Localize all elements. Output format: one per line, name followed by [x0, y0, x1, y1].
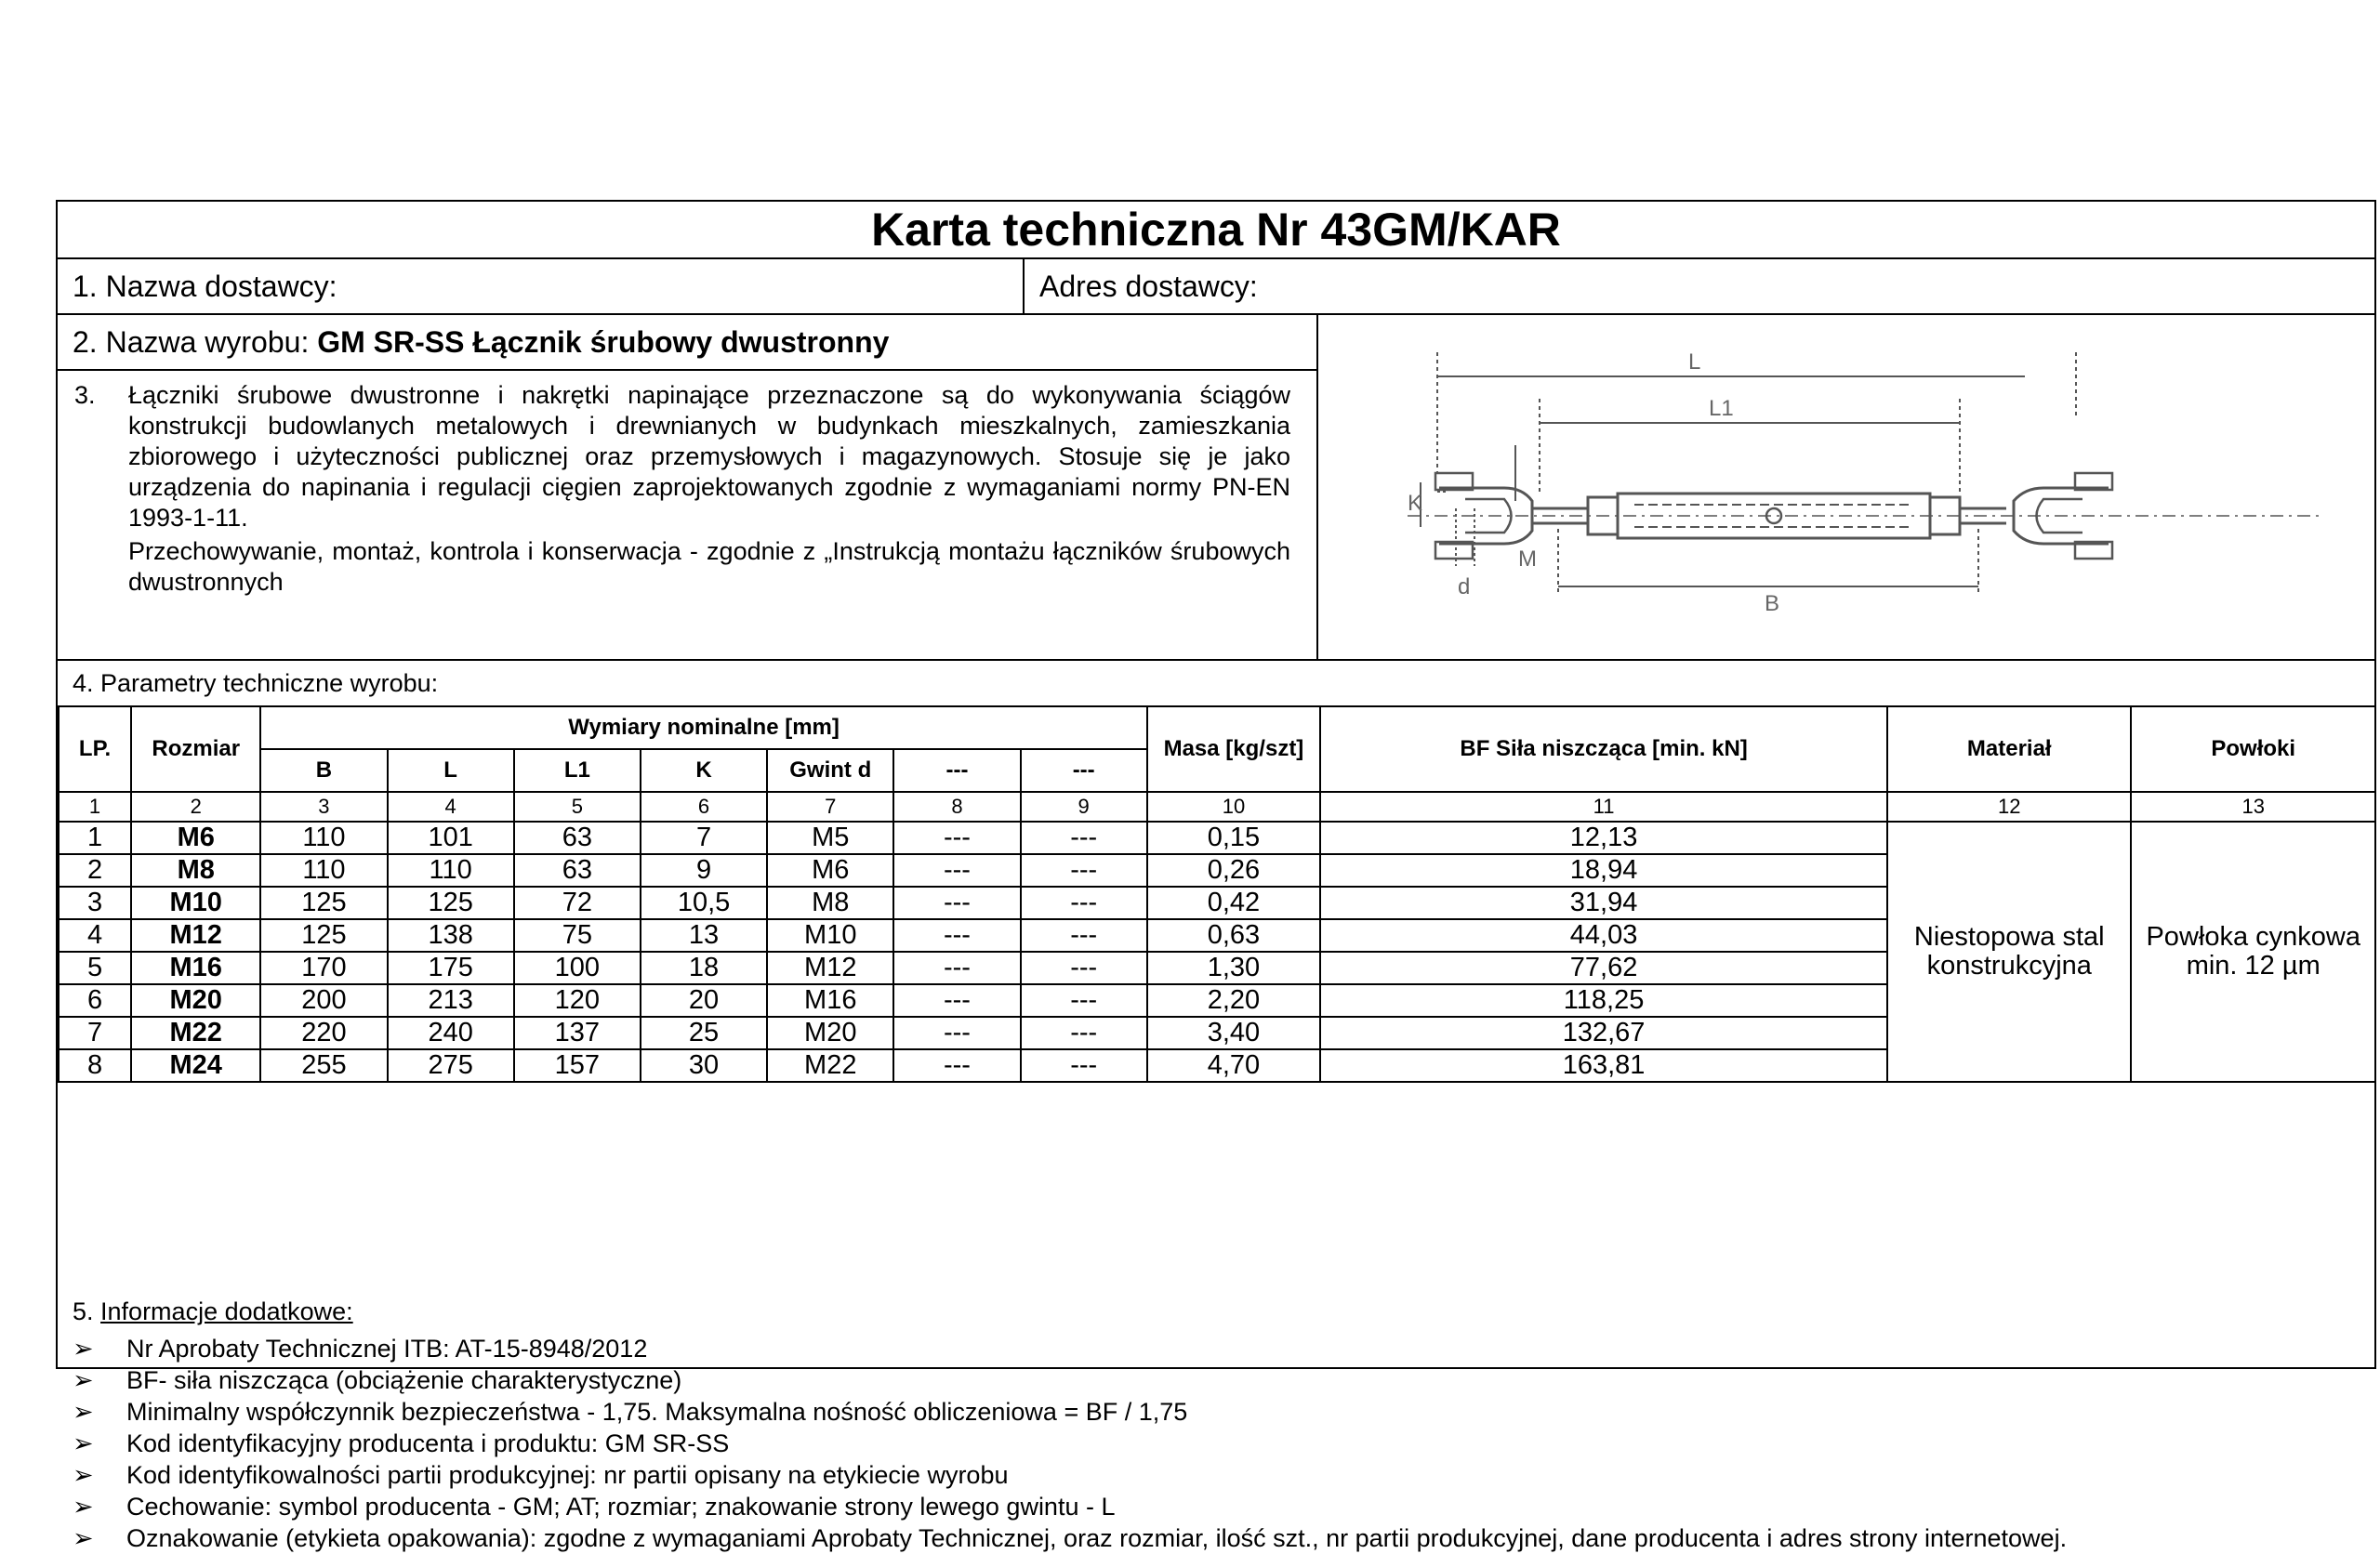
column-number-row: [59, 792, 2375, 822]
header-thread: Gwint d: [767, 749, 893, 792]
column-number: 3: [260, 792, 387, 822]
table-cell: ---: [893, 1049, 1020, 1082]
column-number: 9: [1021, 792, 1147, 822]
column-number: 11: [1320, 792, 1887, 822]
supplier-row: [58, 259, 2374, 315]
material-cell: Niestopowa stal konstrukcyjna: [1887, 822, 2131, 1082]
info-item-text: Kod identyfikowalności partii produkcyjnej: nr partii opisany na etykiecie wyrobu: [126, 1461, 1009, 1489]
column-number: 8: [893, 792, 1020, 822]
table-cell: 110: [388, 854, 514, 887]
table-cell: 110: [260, 854, 387, 887]
table-cell: ---: [1021, 1017, 1147, 1049]
column-number: 2: [131, 792, 260, 822]
table-cell: 0,42: [1147, 887, 1320, 919]
table-cell: 137: [514, 1017, 641, 1049]
table-cell: 75: [514, 919, 641, 952]
parameters-heading: 4. Parametry techniczne wyrobu:: [58, 659, 2374, 707]
header-lp: LP.: [59, 706, 131, 792]
info-list: [73, 1333, 2067, 1554]
table-cell: 120: [514, 984, 641, 1017]
table-cell: ---: [1021, 1049, 1147, 1082]
description-block: [58, 371, 1318, 659]
table-cell: M8: [767, 887, 893, 919]
table-cell: 138: [388, 919, 514, 952]
table-cell: 44,03: [1320, 919, 1887, 952]
technical-sheet: [56, 200, 2376, 1552]
info-item-text: Nr Aprobaty Technicznej ITB: AT-15-8948/2012: [126, 1335, 648, 1363]
table-cell: M10: [767, 919, 893, 952]
info-list-item: [73, 1333, 2067, 1364]
table-cell: 1,30: [1147, 952, 1320, 984]
bullet-arrow-icon: ➢: [73, 1461, 94, 1489]
product-name-row: [58, 315, 1318, 371]
table-cell: 0,15: [1147, 822, 1320, 854]
table-cell: 9: [641, 854, 767, 887]
table-cell: 163,81: [1320, 1049, 1887, 1082]
table-cell: 12,13: [1320, 822, 1887, 854]
info-item-text: Minimalny współczynnik bezpieczeństwa - 1,75. Maksymalna nośność obliczeniowa = BF / 1,75: [126, 1398, 1188, 1426]
parameters-table: [58, 705, 2376, 1083]
table-cell: 63: [514, 822, 641, 854]
table-cell: M22: [131, 1017, 260, 1049]
table-cell: M24: [131, 1049, 260, 1082]
info-item-text: Kod identyfikacyjny producenta i produktu: GM SR-SS: [126, 1429, 730, 1457]
table-cell: 4,70: [1147, 1049, 1320, 1082]
table-cell: 0,26: [1147, 854, 1320, 887]
header-b: B: [260, 749, 387, 792]
info-list-item: [73, 1428, 2067, 1459]
bullet-arrow-icon: ➢: [73, 1366, 94, 1394]
info-heading: 5. Informacje dodatkowe:: [73, 1297, 353, 1325]
column-number: 5: [514, 792, 641, 822]
header-l: L: [388, 749, 514, 792]
table-row: [59, 822, 2375, 854]
table-cell: 1: [59, 822, 131, 854]
table-cell: ---: [1021, 984, 1147, 1017]
table-cell: ---: [1021, 952, 1147, 984]
table-cell: 72: [514, 887, 641, 919]
table-cell: 101: [388, 822, 514, 854]
table-cell: 0,63: [1147, 919, 1320, 952]
dim-label-m: M: [1518, 547, 1537, 572]
table-cell: 30: [641, 1049, 767, 1082]
table-cell: 125: [260, 887, 387, 919]
table-cell: M20: [131, 984, 260, 1017]
data-rows: [59, 822, 2375, 1082]
bullet-arrow-icon: ➢: [73, 1429, 94, 1457]
info-item-text: Cechowanie: symbol producenta - GM; AT; rozmiar; znakowanie strony lewego gwintu - L: [126, 1493, 1116, 1521]
table-cell: 25: [641, 1017, 767, 1049]
dim-label-l1: L1: [1709, 396, 1734, 421]
table-cell: M6: [131, 822, 260, 854]
table-cell: 157: [514, 1049, 641, 1082]
bullet-arrow-icon: ➢: [73, 1398, 94, 1426]
dim-label-k: K: [1408, 491, 1423, 516]
table-cell: 3,40: [1147, 1017, 1320, 1049]
table-cell: M10: [131, 887, 260, 919]
bullet-arrow-icon: ➢: [73, 1524, 94, 1552]
table-cell: ---: [893, 887, 1020, 919]
table-cell: 18: [641, 952, 767, 984]
column-number: 6: [641, 792, 767, 822]
table-cell: 3: [59, 887, 131, 919]
table-cell: ---: [1021, 919, 1147, 952]
info-list-item: [73, 1396, 2067, 1428]
table-cell: 7: [59, 1017, 131, 1049]
table-cell: 275: [388, 1049, 514, 1082]
table-cell: 63: [514, 854, 641, 887]
table-cell: 77,62: [1320, 952, 1887, 984]
table-cell: 175: [388, 952, 514, 984]
info-list-item: [73, 1491, 2067, 1522]
table-cell: 6: [59, 984, 131, 1017]
header-dimensions: Wymiary nominalne [mm]: [260, 706, 1146, 749]
table-cell: 8: [59, 1049, 131, 1082]
table-cell: 200: [260, 984, 387, 1017]
table-cell: ---: [893, 854, 1020, 887]
table-cell: 5: [59, 952, 131, 984]
table-cell: M22: [767, 1049, 893, 1082]
header-size: Rozmiar: [131, 706, 260, 792]
table-cell: 10,5: [641, 887, 767, 919]
info-item-text: BF- siła niszcząca (obciążenie charakterystyczne): [126, 1366, 682, 1394]
table-cell: M12: [767, 952, 893, 984]
table-cell: 240: [388, 1017, 514, 1049]
table-cell: 255: [260, 1049, 387, 1082]
header-l1: L1: [514, 749, 641, 792]
bullet-arrow-icon: ➢: [73, 1335, 94, 1363]
product-label: 2. Nazwa wyrobu:: [73, 325, 318, 359]
table-cell: 220: [260, 1017, 387, 1049]
table-cell: 110: [260, 822, 387, 854]
table-cell: 132,67: [1320, 1017, 1887, 1049]
bullet-arrow-icon: ➢: [73, 1493, 94, 1521]
header-row-1: [59, 706, 2375, 749]
table-cell: ---: [1021, 854, 1147, 887]
info-list-item: [73, 1364, 2067, 1396]
table-cell: 13: [641, 919, 767, 952]
supplier-name-label: 1. Nazwa dostawcy:: [58, 259, 1025, 313]
table-cell: ---: [893, 919, 1020, 952]
info-list-item: [73, 1459, 2067, 1491]
table-cell: M12: [131, 919, 260, 952]
table-cell: M16: [767, 984, 893, 1017]
table-cell: 170: [260, 952, 387, 984]
table-cell: 18,94: [1320, 854, 1887, 887]
info-list-item: [73, 1522, 2067, 1554]
additional-info: [58, 1296, 2374, 1552]
table-cell: 2,20: [1147, 984, 1320, 1017]
info-item-text: Oznakowanie (etykieta opakowania): zgodne z wymaganiami Aprobaty Technicznej, oraz rozmiar, ilość szt., nr partii produkcyjnej, dane producenta i adres strony internetowej.: [126, 1524, 2068, 1552]
table-cell: M8: [131, 854, 260, 887]
table-cell: M20: [767, 1017, 893, 1049]
dim-label-b: B: [1765, 591, 1780, 616]
table-cell: 7: [641, 822, 767, 854]
page-title: Karta techniczna Nr 43GM/KAR: [58, 202, 2374, 259]
column-number: 1: [59, 792, 131, 822]
table-cell: ---: [893, 1017, 1020, 1049]
header-k: K: [641, 749, 767, 792]
turnbuckle-drawing-svg: [1318, 315, 2376, 659]
table-cell: 100: [514, 952, 641, 984]
column-number: 12: [1887, 792, 2131, 822]
table-cell: 213: [388, 984, 514, 1017]
table-cell: 20: [641, 984, 767, 1017]
table-cell: ---: [893, 822, 1020, 854]
header-empty-2: ---: [1021, 749, 1147, 792]
coating-cell: Powłoka cynkowa min. 12 µm: [2131, 822, 2375, 1082]
table-cell: ---: [1021, 887, 1147, 919]
column-number: 7: [767, 792, 893, 822]
table-cell: M5: [767, 822, 893, 854]
column-number: 4: [388, 792, 514, 822]
header-empty-1: ---: [893, 749, 1020, 792]
description-paragraph-1: Łączniki śrubowe dwustronne i nakrętki napinające przeznaczone są do wykonywania ściągów konstrukcji budowlanych metalowych i drewnianych w budynkach mieszkalnych, zamieszkania zbiorowego i użyteczności publicznej oraz przemysłowych i magazynowych. Stosuje się je jako urządzenia do napinania i regulacji cięgien zaprojektowanych zgodnie z wymaganiami normy PN-EN 1993-1-11.: [128, 381, 1290, 532]
product-name: GM SR-SS Łącznik śrubowy dwustronny: [317, 325, 890, 359]
description-paragraph-2: Przechowywanie, montaż, kontrola i konserwacja - zgodnie z „Instrukcją montażu łączników śrubowych dwustronnych: [128, 537, 1290, 596]
table-cell: ---: [1021, 822, 1147, 854]
header-mass: Masa [kg/szt]: [1147, 706, 1320, 792]
table-cell: 125: [260, 919, 387, 952]
dim-label-l: L: [1688, 349, 1701, 375]
description-number: 3.: [74, 381, 96, 409]
header-bf: BF Siła niszcząca [min. kN]: [1320, 706, 1887, 792]
table-cell: 118,25: [1320, 984, 1887, 1017]
turnbuckle-drawing: [1318, 315, 2376, 659]
table-cell: M16: [131, 952, 260, 984]
table-cell: 4: [59, 919, 131, 952]
table-cell: 2: [59, 854, 131, 887]
table-cell: 31,94: [1320, 887, 1887, 919]
header-material: Materiał: [1887, 706, 2131, 792]
supplier-address-label: Adres dostawcy:: [1039, 270, 1258, 303]
dim-label-d: d: [1458, 574, 1471, 599]
table-cell: 125: [388, 887, 514, 919]
table-cell: M6: [767, 854, 893, 887]
column-number: 10: [1147, 792, 1320, 822]
column-number: 13: [2131, 792, 2375, 822]
header-coating: Powłoki: [2131, 706, 2375, 792]
table-cell: ---: [893, 952, 1020, 984]
table-cell: ---: [893, 984, 1020, 1017]
